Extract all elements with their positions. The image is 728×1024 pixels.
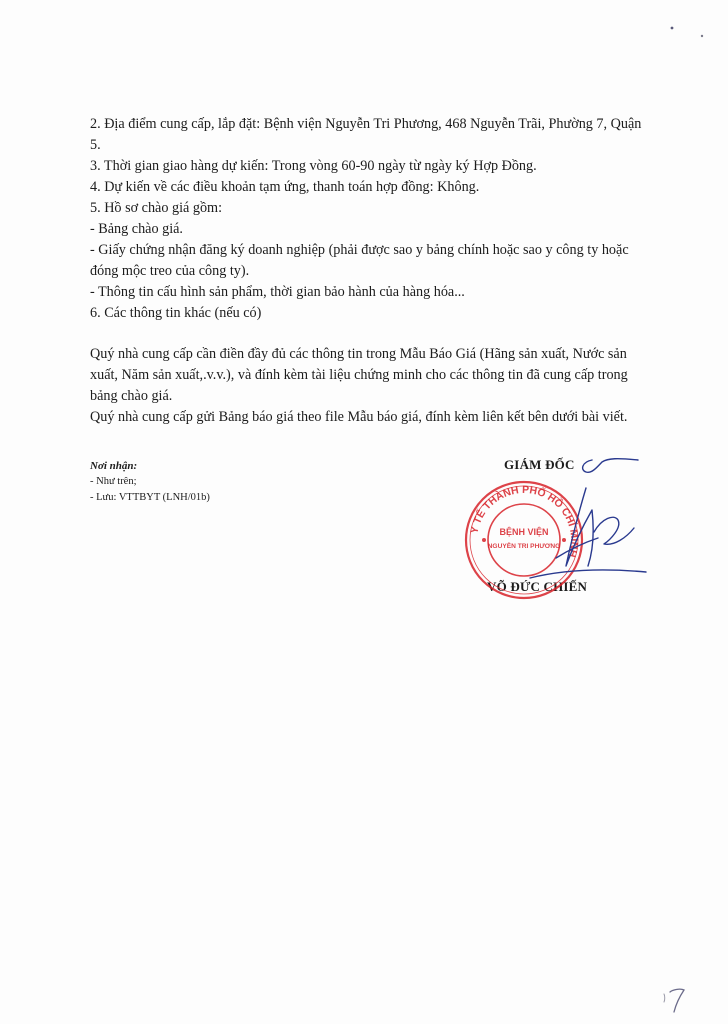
signer-name: VÕ ĐỨC CHIẾN [487,579,588,594]
recipient-line: - Lưu: VTTBYT (LNH/01b) [90,492,210,503]
item-dossier-certificate: - Giấy chứng nhận đăng ký doanh nghiệp (phải được sao y bảng chính hoặc sao y công ty hoặc đóng mộc treo của công ty). [90,242,629,279]
recipients-title: Nơi nhận: [90,460,138,472]
seal-ring-text: Y TẾ THÀNH PHỐ HỒ CHÍ MINH [468,483,581,559]
handwritten-signature [522,448,652,588]
item-other-info: 6. Các thông tin khác (nếu có) [90,305,262,321]
item-delivery-time: 3. Thời gian giao hàng dự kiến: Trong vòng 60-90 ngày từ ngày ký Hợp Đồng. [90,158,537,174]
seal-inner-line1: BỆNH VIỆN [499,527,549,537]
recipients-block [90,458,350,506]
item-payment-terms: 4. Dự kiến về các điều khoản tạm ứng, thanh toán hợp đồng: Không. [90,179,480,195]
item-delivery-location: 2. Địa điểm cung cấp, lắp đặt: Bệnh viện Nguyễn Tri Phương, 468 Nguyễn Trãi, Phường 7, Quận 5. [90,116,642,153]
recipient-line: - Như trên; [90,476,137,487]
seal-inner-line2: NGUYỄN TRI PHƯƠNG [487,543,561,550]
document-body [90,114,650,428]
page-number-mark [662,984,692,1014]
item-dossier-config: - Thông tin cấu hình sản phẩm, thời gian bảo hành của hàng hóa... [90,284,465,300]
item-dossier-heading: 5. Hồ sơ chào giá gồm: [90,200,223,216]
note-fill-form: Quý nhà cung cấp cần điền đầy đủ các thông tin trong Mẫu Báo Giá (Hãng sản xuất, Nước sản xuất, Năm sản xuất,.v.v.), và đính kèm tài liệu chứng minh cho các thông tin đã cung cấp trong bảng chào giá. [90,346,628,404]
scan-specks [668,14,708,44]
note-send-form: Quý nhà cung cấp gửi Bảng báo giá theo file Mẫu báo giá, đính kèm liên kết bên dưới bài viết. [90,409,628,425]
signature-title: GIÁM ĐỐC [504,457,575,472]
item-dossier-quote: - Bảng chào giá. [90,221,183,237]
